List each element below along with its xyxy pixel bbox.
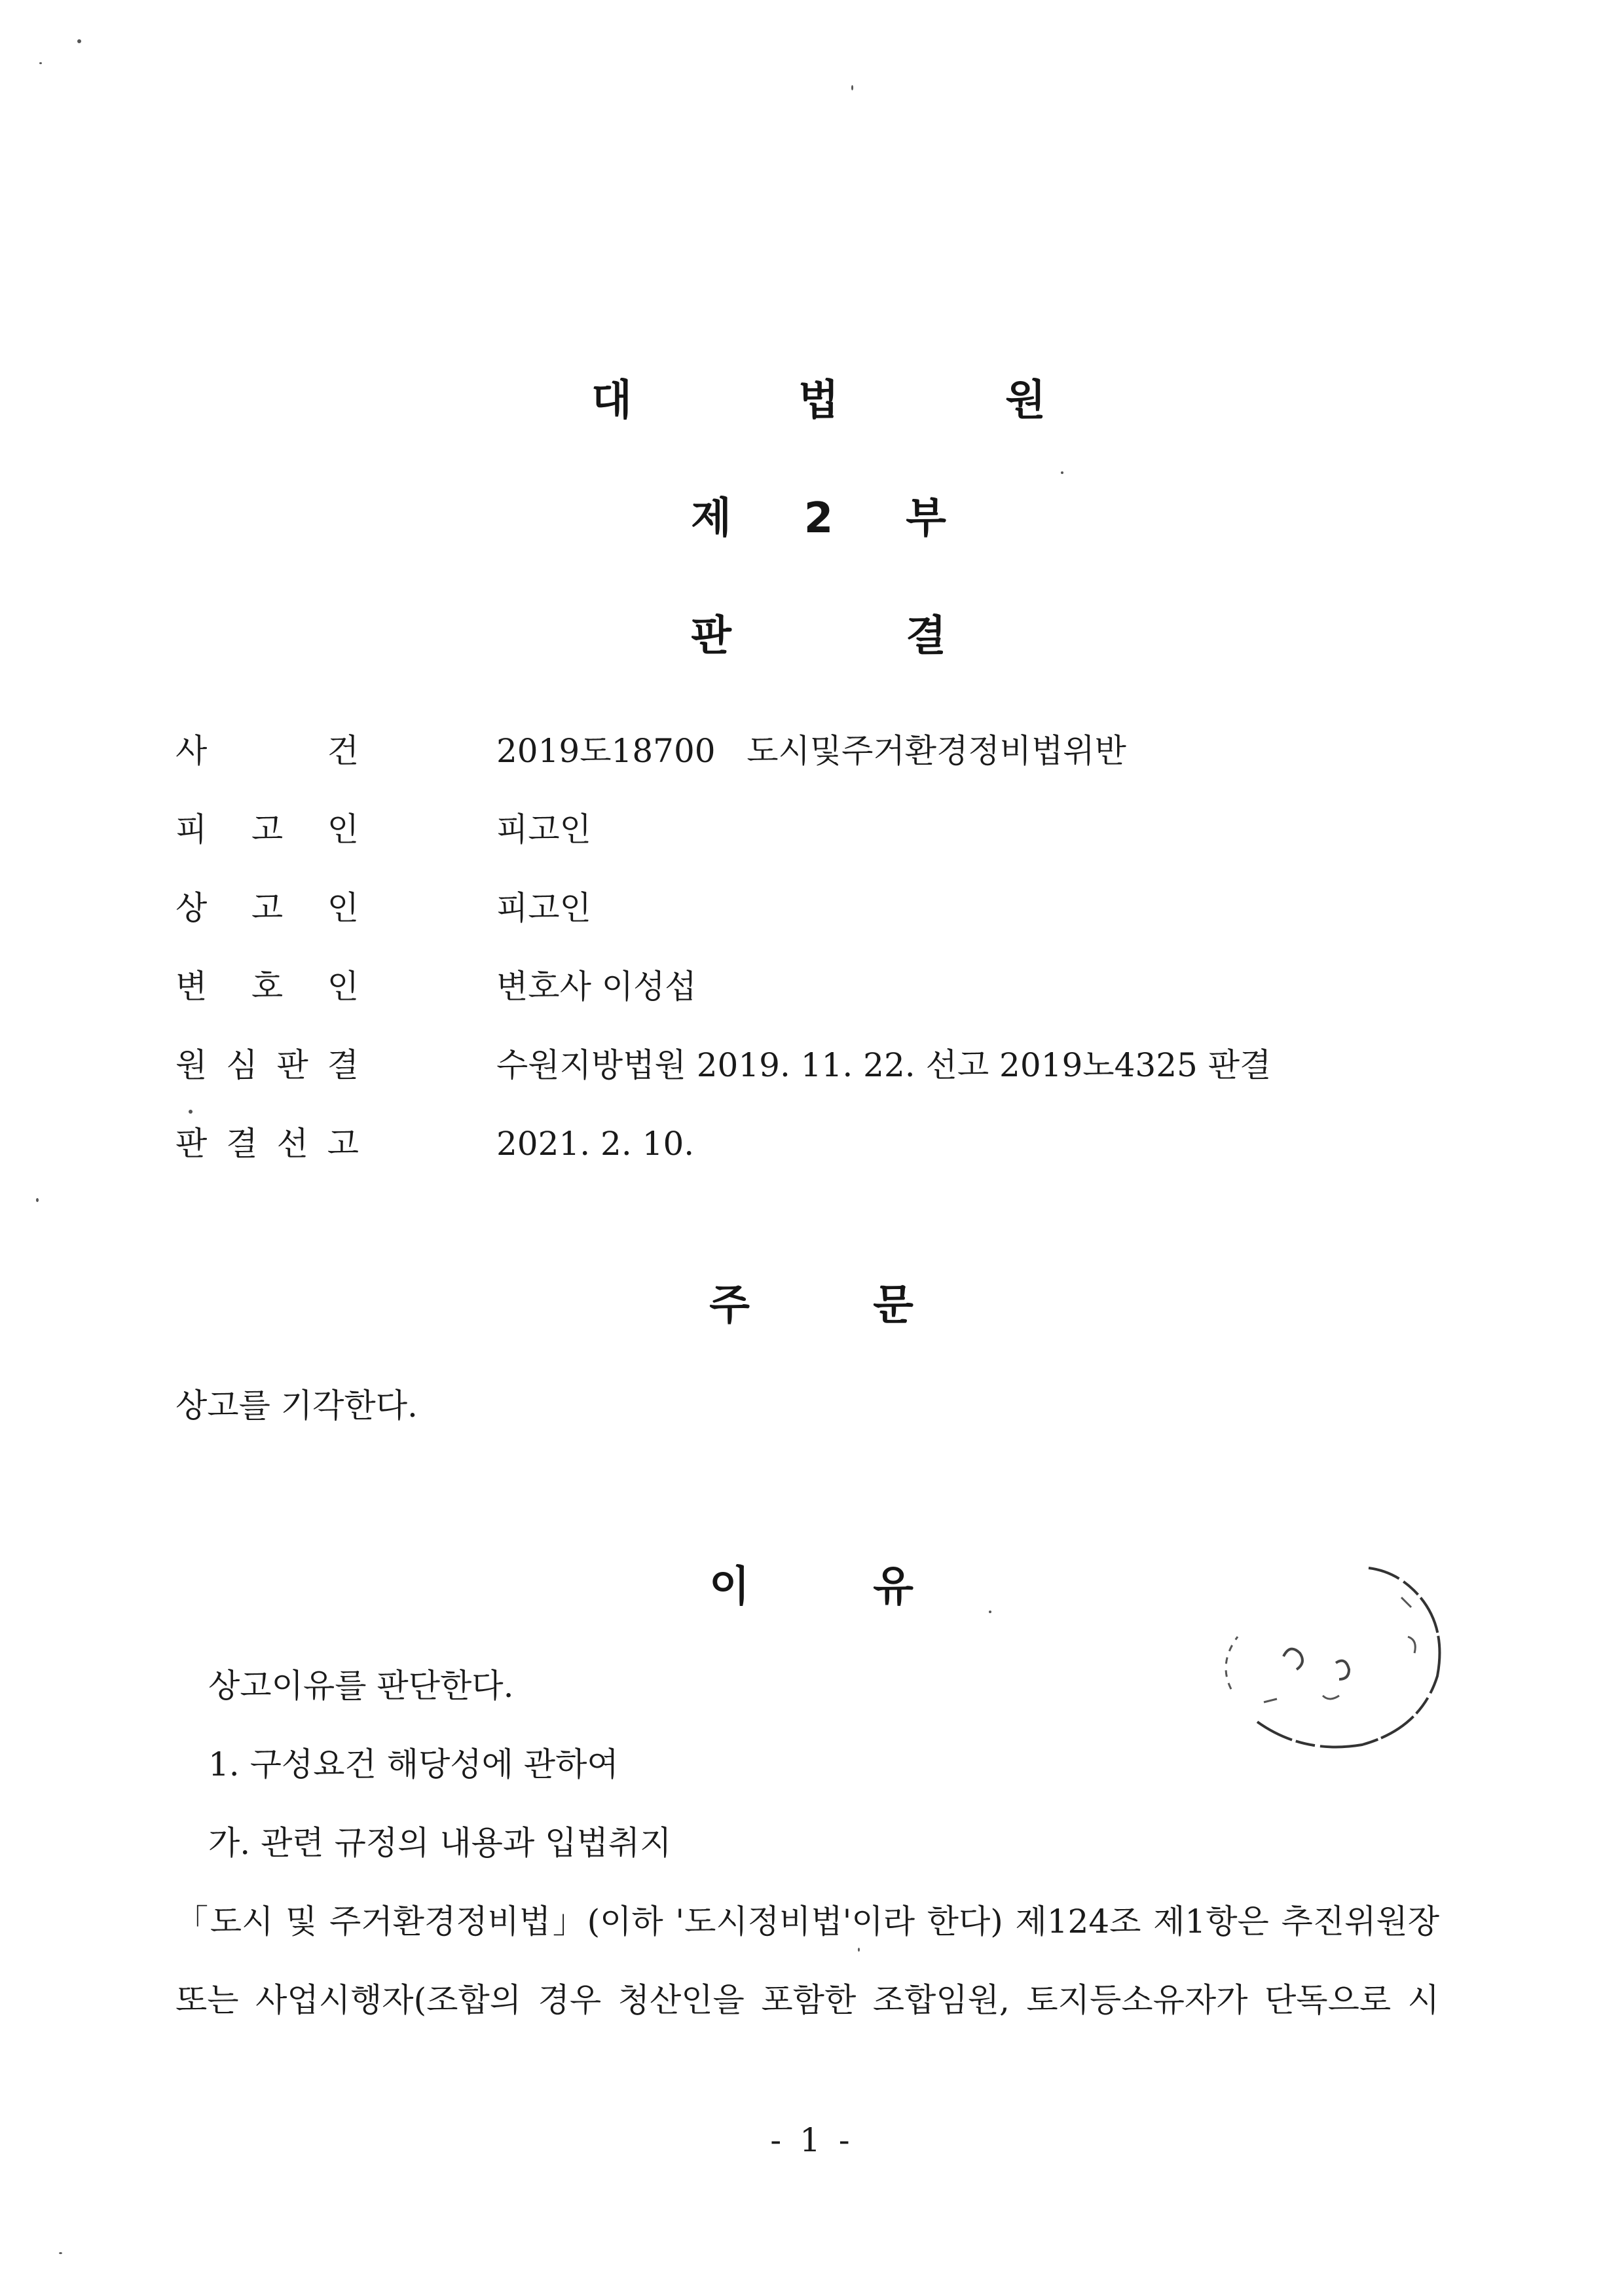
- info-label: [175, 807, 359, 852]
- info-value: 피고인: [496, 889, 591, 927]
- info-label-char: 고: [251, 889, 284, 927]
- document-type-char: 결: [906, 612, 946, 661]
- info-label: [175, 1121, 359, 1167]
- info-label-char: 판: [276, 1046, 308, 1084]
- info-label-char: 건: [327, 732, 359, 770]
- court-name-char: 대: [591, 376, 632, 425]
- scan-speck: [39, 62, 42, 64]
- scan-speck: [36, 1198, 39, 1202]
- scan-speck: [858, 1948, 860, 1952]
- info-label-char: 원: [175, 1046, 208, 1084]
- page-number: - 1 -: [770, 2121, 854, 2159]
- section-heading-1: 1. 구성요건 해당성에 관하여: [208, 1745, 619, 1783]
- info-row-appellant: [0, 885, 1624, 931]
- scan-speck: [989, 1611, 991, 1613]
- court-name-char: 원: [1005, 376, 1046, 425]
- info-label-char: 호: [251, 968, 284, 1006]
- division-char: 부: [906, 494, 946, 543]
- info-value: 수원지방법원 2019. 11. 22. 선고 2019노4325 판결: [496, 1046, 1272, 1084]
- info-label-char: 결: [226, 1125, 258, 1163]
- subsection-heading-a: 가. 관련 규정의 내용과 입법취지: [208, 1824, 672, 1862]
- info-label-char: 피: [175, 811, 208, 848]
- info-value: 피고인: [496, 811, 591, 848]
- info-label-char: 결: [327, 1046, 359, 1084]
- info-value: 2021. 2. 10.: [496, 1125, 695, 1163]
- scan-speck: [77, 39, 81, 43]
- scan-speck: [189, 1110, 193, 1114]
- order-text: 상고를 기각한다.: [175, 1387, 418, 1425]
- info-row-lower-judgment: [0, 1042, 1624, 1088]
- info-value: 변호사 이성섭: [496, 968, 697, 1006]
- info-label-char: 고: [327, 1125, 359, 1163]
- info-label-char: 선: [276, 1125, 308, 1163]
- paragraph-line: 또는 사업시행자(조합의 경우 청산인을 포함한 조합임원, 토지등소유자가 단독으로 시: [175, 1981, 1439, 2019]
- info-label-char: 인: [327, 968, 359, 1006]
- scan-speck: [1061, 471, 1063, 474]
- info-label: [175, 885, 359, 931]
- info-label: [175, 1042, 359, 1088]
- division-char: 2: [803, 494, 834, 543]
- paragraph-line: 「도시 및 주거환경정비법」(이하 '도시정비법'이라 한다) 제124조 제1항은 추진위원장: [175, 1903, 1439, 1941]
- court-name-char: 법: [798, 376, 839, 425]
- info-label-char: 변: [175, 968, 208, 1006]
- info-value: 2019도18700 도시및주거환경정비법위반: [496, 732, 1126, 770]
- scan-speck: [851, 85, 853, 90]
- info-row-case: [0, 728, 1624, 774]
- division-char: 제: [691, 494, 731, 543]
- info-label-char: 상: [175, 889, 208, 927]
- info-label: [175, 964, 359, 1010]
- reason-heading-char: 이: [709, 1563, 750, 1611]
- scan-speck: [59, 2252, 62, 2254]
- info-label-char: 인: [327, 889, 359, 927]
- reason-intro: 상고이유를 판단한다.: [208, 1667, 514, 1705]
- info-label-char: 인: [327, 811, 359, 848]
- seal-stamp: [1205, 1558, 1447, 1755]
- info-row-defendant: [0, 807, 1624, 852]
- info-label: [175, 728, 359, 774]
- info-row-judgment-date: [0, 1121, 1624, 1167]
- info-label-char: 판: [175, 1125, 208, 1163]
- document-type-char: 판: [691, 612, 731, 661]
- order-heading-char: 문: [873, 1281, 913, 1330]
- info-label-char: 사: [175, 732, 208, 770]
- info-label-char: 심: [226, 1046, 258, 1084]
- info-label-char: 고: [251, 811, 284, 848]
- order-heading-char: 주: [709, 1281, 750, 1330]
- reason-heading-char: 유: [873, 1563, 913, 1611]
- info-row-counsel: [0, 964, 1624, 1010]
